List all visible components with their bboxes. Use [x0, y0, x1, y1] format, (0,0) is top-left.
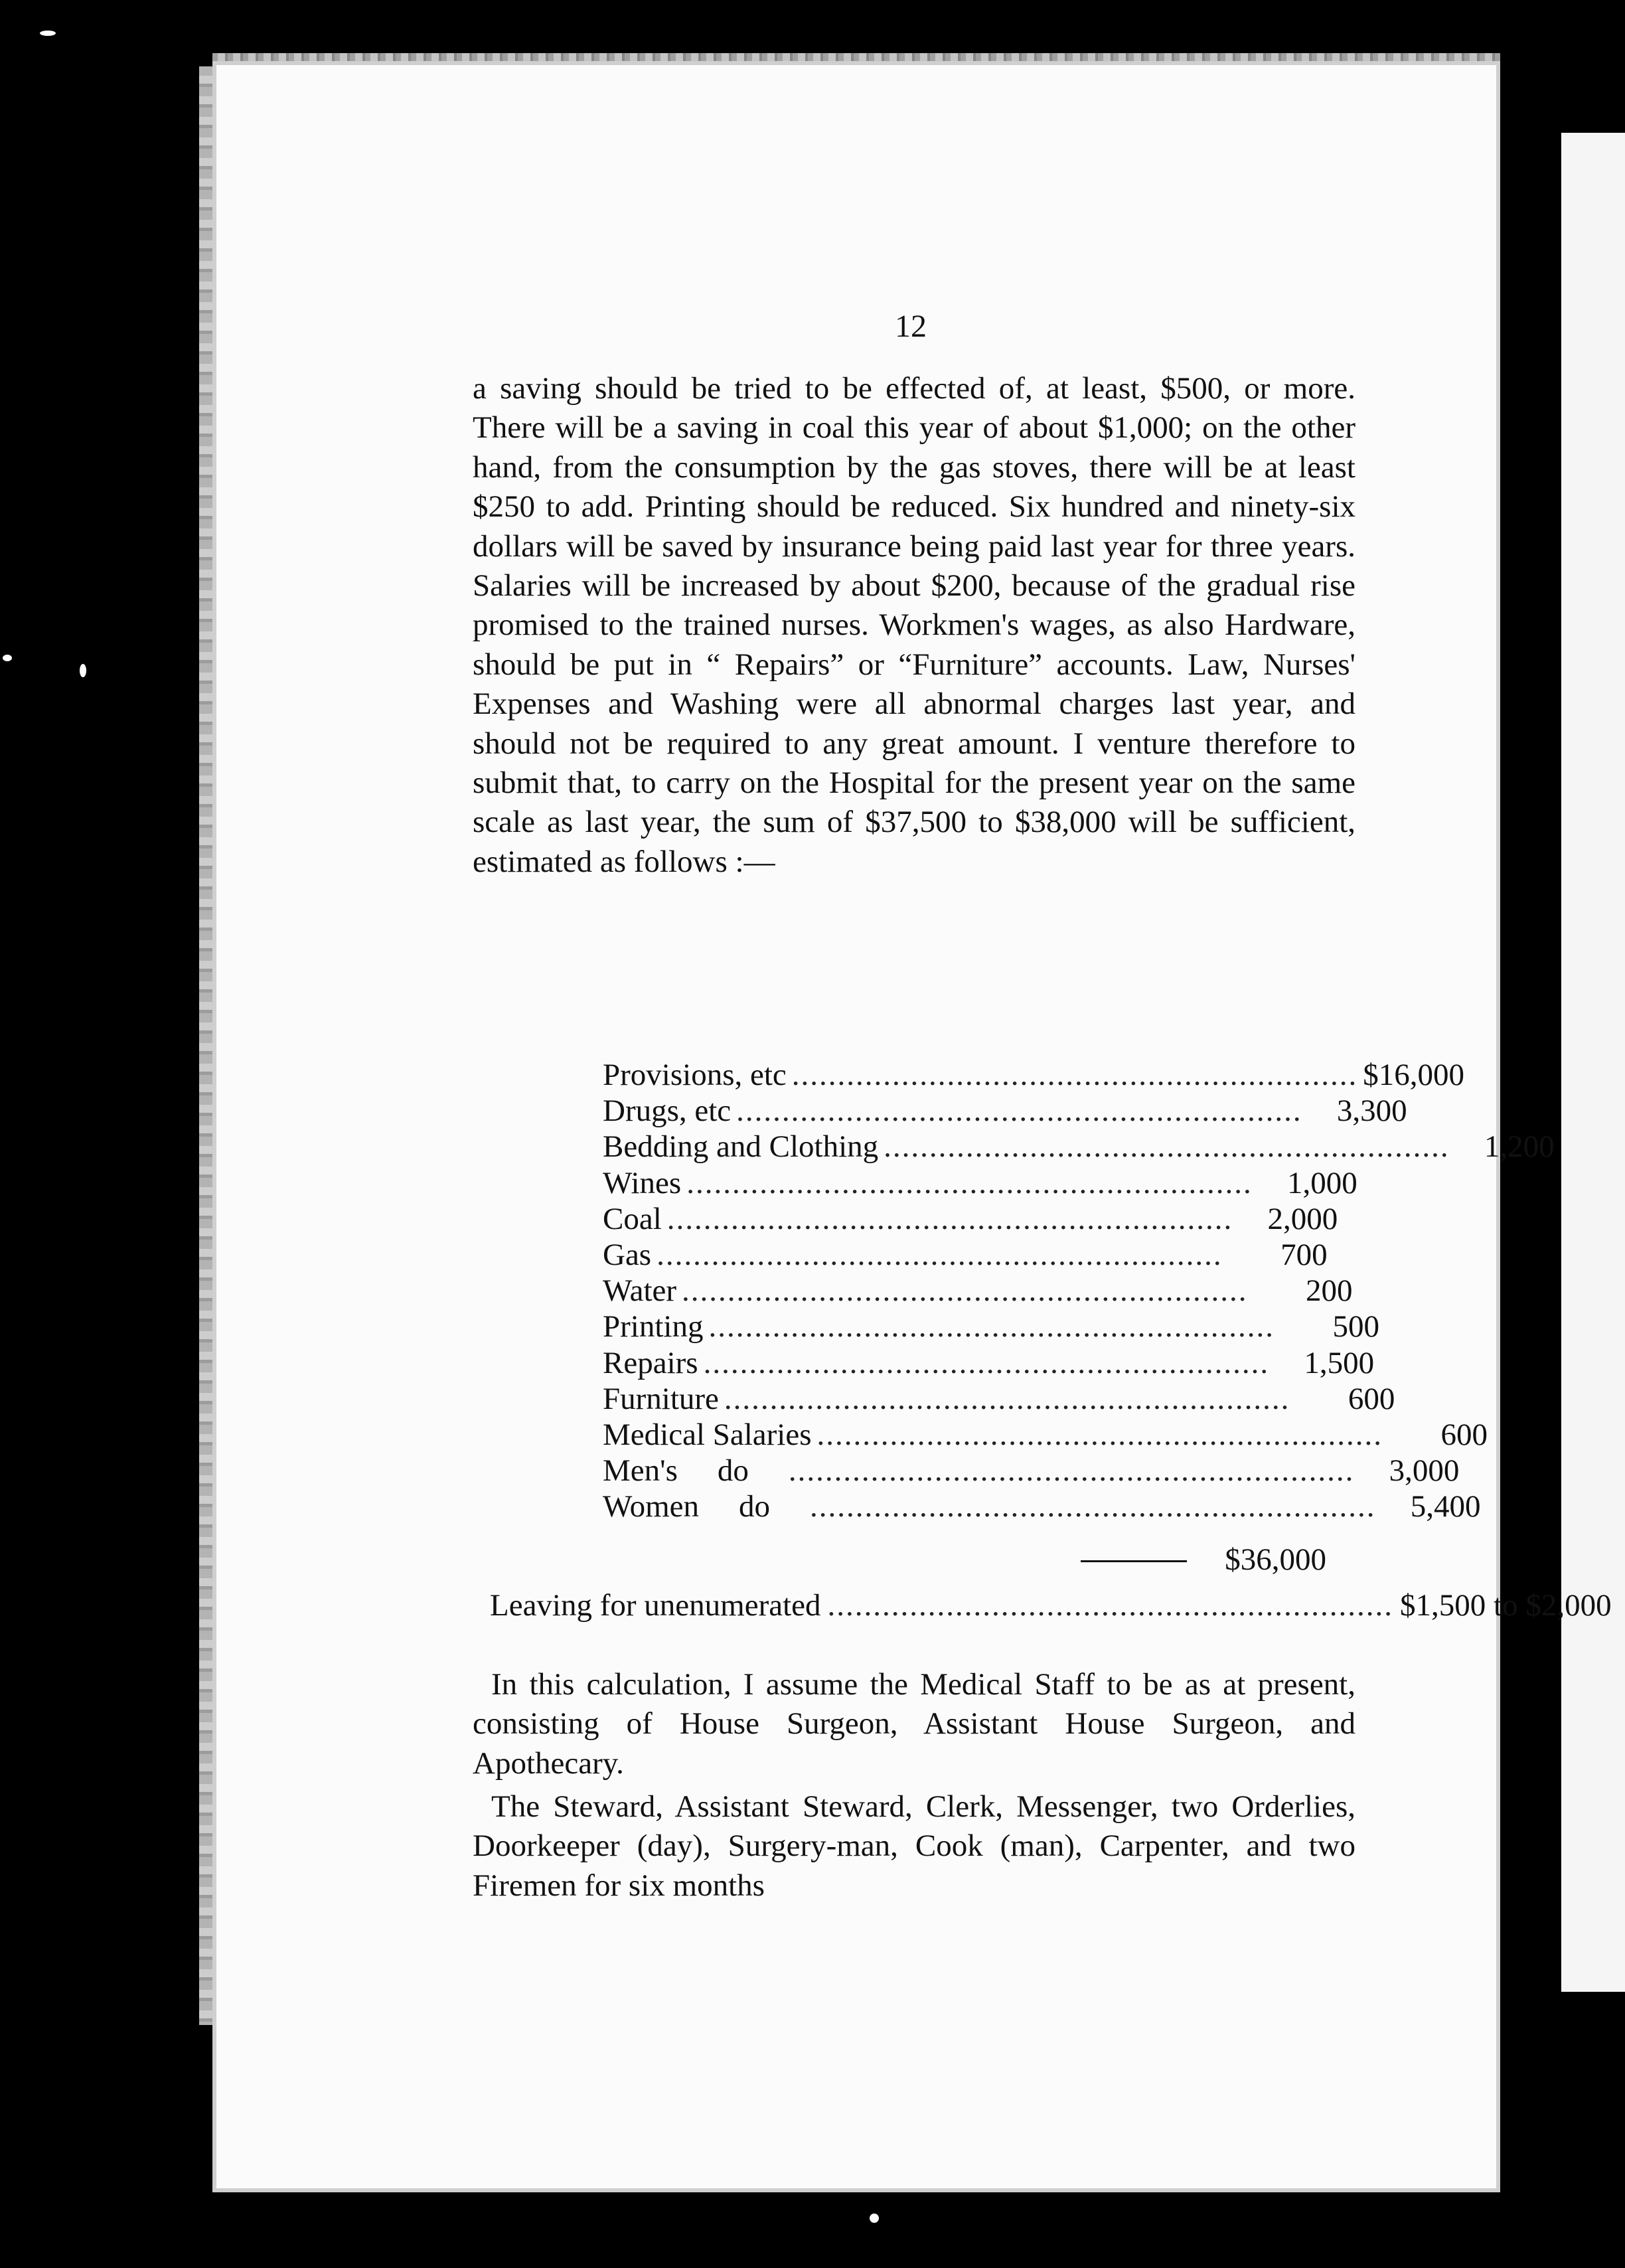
- estimate-amount: 1,200: [1484, 1129, 1555, 1165]
- leader-dots: ..............................................................: [884, 1129, 1450, 1165]
- estimate-label: Women: [603, 1489, 700, 1524]
- estimate-label: Coal: [603, 1201, 662, 1236]
- leader-dots: ..............................................................: [736, 1094, 1302, 1129]
- estimate-row-gas: [603, 1237, 1328, 1273]
- estimate-label: Provisions, etc: [603, 1058, 787, 1092]
- estimate-label: Medical Salaries: [603, 1417, 812, 1452]
- estimate-label: Repairs: [603, 1345, 698, 1380]
- estimate-row-provisions: [603, 1057, 1465, 1093]
- page-number: 12: [895, 309, 927, 344]
- leader-dots: ..............................................................: [657, 1237, 1223, 1272]
- estimate-row-medical-salaries: [603, 1417, 1488, 1453]
- estimate-label: Drugs, etc: [603, 1094, 732, 1129]
- estimate-amount: 5,400: [1410, 1489, 1481, 1524]
- ditto-mark: do: [717, 1453, 749, 1489]
- estimate-row-repairs: [603, 1345, 1375, 1381]
- leader-dots: ..............................................................: [827, 1588, 1394, 1623]
- estimate-amount: 200: [1306, 1273, 1353, 1309]
- leader-dots: ..............................................................: [666, 1201, 1233, 1236]
- leader-dots: ..............................................................: [791, 1058, 1358, 1092]
- leader-dots: ..............................................................: [810, 1489, 1376, 1524]
- estimate-amount: 600: [1440, 1417, 1488, 1452]
- leader-dots: ..............................................................: [708, 1309, 1275, 1344]
- estimate-amount: 3,000: [1389, 1453, 1460, 1489]
- estimate-label: Gas: [603, 1237, 652, 1272]
- estimate-label: Wines: [603, 1165, 682, 1200]
- facing-page-edge: [1561, 133, 1625, 1992]
- estimate-row-water: [603, 1273, 1353, 1309]
- estimate-amount: 700: [1280, 1237, 1328, 1272]
- ditto-mark: do: [739, 1489, 771, 1524]
- estimate-row-furniture: [603, 1381, 1395, 1417]
- estimate-amount: 2,000: [1267, 1201, 1338, 1236]
- paragraph-medical-staff: In this calculation, I assume the Medical Staff to be as at present, consisting of House Surgeon, Assistant House Surgeon, and Apothecary.: [473, 1667, 1355, 1781]
- total-rule: [1081, 1560, 1187, 1562]
- estimate-row-printing: [603, 1309, 1379, 1344]
- estimate-amount: 1,000: [1286, 1165, 1357, 1200]
- leader-dots: ..............................................................: [816, 1417, 1383, 1452]
- estimate-row-mens-salaries: [603, 1453, 1460, 1489]
- scan-speck: [870, 2214, 879, 2223]
- leader-dots: ..............................................................: [788, 1453, 1355, 1489]
- estimate-row-coal: [603, 1201, 1338, 1237]
- leaving-label: Leaving for unenumerated: [490, 1588, 821, 1623]
- estimate-row-bedding: [603, 1129, 1555, 1165]
- estimate-total: $36,000: [1225, 1542, 1326, 1577]
- leader-dots: ..............................................................: [682, 1273, 1248, 1309]
- estimate-amount: 3,300: [1336, 1094, 1407, 1129]
- scan-speck: [3, 655, 12, 661]
- leaving-unenumerated-row: [490, 1587, 1612, 1624]
- estimate-amount: 500: [1332, 1309, 1379, 1344]
- scan-speck: [80, 664, 86, 677]
- paragraph-steward-staff: The Steward, Assistant Steward, Clerk, Messenger, two Orderlies, Doorkeeper (day), Surgery-man, Cook (man), Carpenter, and two Firemen for six months: [473, 1789, 1355, 1903]
- estimate-label: Water: [603, 1273, 677, 1309]
- estimate-row-womens-salaries: [603, 1489, 1481, 1524]
- estimate-label: Bedding and Clothing: [603, 1129, 879, 1165]
- estimate-label: Printing: [603, 1309, 704, 1344]
- estimate-table: [603, 1057, 1555, 1524]
- estimate-label: Furniture: [603, 1381, 719, 1416]
- estimate-row-drugs: [603, 1093, 1407, 1129]
- estimate-label: Men's: [603, 1453, 678, 1489]
- leader-dots: ..............................................................: [703, 1345, 1270, 1380]
- leader-dots: ..............................................................: [724, 1381, 1290, 1416]
- scan-speck: [40, 31, 56, 36]
- estimate-amount: $16,000: [1363, 1058, 1465, 1092]
- leader-dots: ..............................................................: [686, 1165, 1253, 1200]
- leaving-amount: $1,500 to $2,000: [1400, 1588, 1612, 1623]
- estimate-row-wines: [603, 1165, 1357, 1201]
- paragraph-budget-intro: a saving should be tried to be effected of, at least, $500, or more. There will be a saving in coal this year of about $1,000; on the other hand, from the consumption by the gas stoves, there will be at least $250 to add. Printing should be reduced. Six hundred and ninety-six dollars will be saved by insurance being paid last year for three years. Salaries will be increased by about $200, because of the gradual rise promised to the trained nurses. Workmen's wages, as also Hardware, should be put in “ Repairs” or “Furniture” accounts. Law, Nurses' Expenses and Washing were all abnormal charges last year, and should not be required to any great amount. I venture therefore to submit that, to carry on the Hospital for the present year on the same scale as last year, the sum of $37,500 to $38,000 will be sufficient, estimated as follows :—: [473, 371, 1355, 879]
- estimate-amount: 1,500: [1304, 1345, 1375, 1380]
- estimate-amount: 600: [1348, 1381, 1395, 1416]
